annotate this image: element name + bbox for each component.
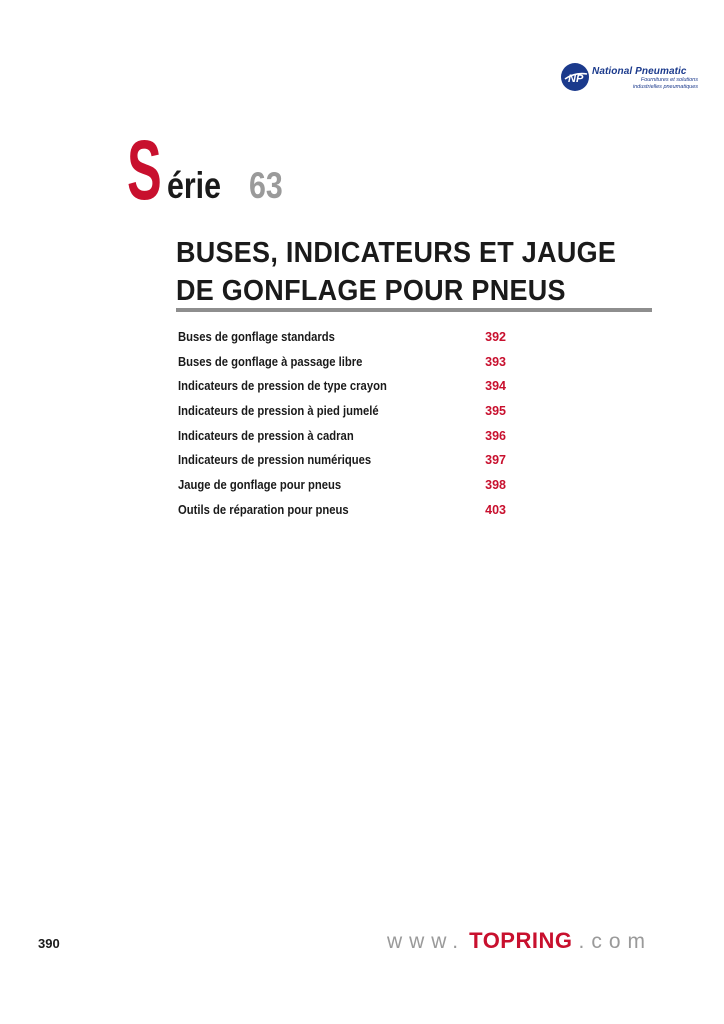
toc-entry[interactable]: [178, 476, 508, 501]
toc-entry-label: Outils de réparation pour pneus: [178, 502, 349, 517]
toc-entry-page: 393: [485, 354, 506, 369]
toc-entry-label: Indicateurs de pression à cadran: [178, 428, 354, 443]
national-pneumatic-logo: [560, 60, 710, 94]
series-number: 63: [249, 165, 283, 206]
toc-entry-page: 403: [485, 502, 506, 517]
toc-entry[interactable]: [178, 501, 508, 526]
toc-entry-page: 395: [485, 404, 506, 419]
toc-entry-label: Buses de gonflage standards: [178, 330, 335, 344]
logo-tagline-2: industrielles pneumatiques: [632, 84, 698, 90]
logo-name: National Pneumatic: [592, 66, 687, 77]
toc-entry-page: 396: [485, 428, 506, 443]
toc-entry[interactable]: [178, 402, 508, 427]
title-divider: [176, 308, 652, 312]
page-number: 390: [38, 936, 60, 951]
toc-entry[interactable]: [178, 377, 508, 402]
toc-entry[interactable]: [178, 427, 508, 452]
toc-entry[interactable]: [178, 328, 508, 353]
toc-entry-page: 394: [485, 379, 506, 394]
toc-entry-label: Indicateurs de pression numériques: [178, 453, 372, 468]
toc-entry[interactable]: [178, 451, 508, 476]
toc-entry-label: Jauge de gonflage pour pneus: [178, 478, 342, 493]
logo-tagline-1: Fournitures et solutions: [640, 77, 698, 83]
table-of-contents: [178, 328, 508, 526]
toc-entry-label: Indicateurs de pression à pied jumelé: [178, 404, 379, 419]
toc-entry-page: 397: [485, 453, 506, 468]
toc-entry-label: Indicateurs de pression de type crayon: [178, 379, 387, 394]
np-logo-icon: [560, 62, 590, 92]
url-suffix: .com: [578, 930, 652, 953]
section-title-line-2: DE GONFLAGE POUR PNEUS: [176, 275, 566, 307]
website-link[interactable]: [387, 926, 652, 957]
toc-entry-page: 398: [485, 478, 506, 493]
series-initial: S: [127, 123, 162, 217]
section-title: [176, 234, 656, 310]
section-title-line-1: BUSES, INDICATEURS ET JAUGE: [176, 237, 617, 269]
url-brand: TOPRING: [469, 928, 573, 953]
url-prefix: www.: [386, 930, 466, 953]
toc-entry[interactable]: [178, 353, 508, 378]
toc-entry-page: 392: [485, 330, 506, 344]
svg-text:NP: NP: [568, 73, 584, 85]
toc-entry-label: Buses de gonflage à passage libre: [178, 354, 363, 369]
series-word: érie: [167, 165, 221, 206]
